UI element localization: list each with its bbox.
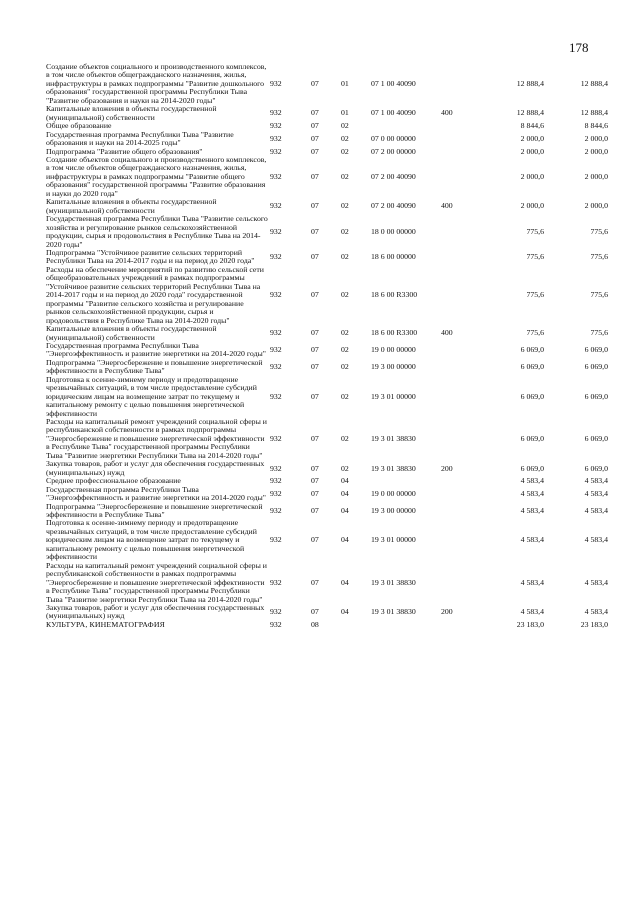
row-name: Капитальные вложения в объекты государственной (муниципальной) собственности: [46, 324, 217, 342]
row-sum-2: 4 583,4: [584, 607, 608, 617]
table-row: [46, 562, 608, 604]
row-name: Государственная программа Республики Тыва "Развитие образования и науки на 2014-2025 годы": [46, 129, 234, 148]
row-section-code: 07: [311, 607, 319, 617]
row-expense-type: 400: [441, 328, 453, 338]
row-admin-code: 932: [270, 488, 282, 498]
row-expense-type: [441, 156, 479, 198]
row-subsection-code: 04: [341, 505, 349, 515]
row-name: Среднее профессиональное образование: [46, 476, 181, 486]
row-subsection-code: 02: [341, 345, 349, 355]
row-subsection-code: 04: [341, 476, 349, 486]
row-expense-type: [441, 342, 479, 359]
row-subsection-code: 02: [341, 463, 349, 473]
row-sum-2: 4 583,4: [584, 476, 608, 486]
row-article-code: 19 3 01 00000: [371, 535, 416, 545]
row-section-code: 07: [311, 463, 319, 473]
row-section-code: 07: [311, 391, 319, 401]
table-row: [46, 63, 608, 105]
row-section-code: 07: [311, 252, 319, 262]
row-expense-type: [441, 519, 479, 561]
row-name: Капитальные вложения в объекты государственной (муниципальной) собственности: [46, 104, 217, 122]
row-subsection-code: 02: [341, 391, 349, 401]
row-subsection-code: 02: [341, 362, 349, 372]
row-expense-type: 400: [441, 201, 453, 211]
row-section-code: 08: [311, 619, 319, 629]
row-subsection-code: 04: [341, 488, 349, 498]
row-admin-code: 932: [270, 619, 282, 629]
table-row: [46, 418, 608, 460]
row-subsection-code: 02: [341, 290, 349, 300]
row-section-code: 07: [311, 78, 319, 88]
row-sum-2: 12 888,4: [580, 78, 608, 88]
row-admin-code: 932: [270, 433, 282, 443]
table-row: [46, 131, 608, 148]
row-subsection-code: 01: [341, 78, 349, 88]
table-row: [46, 460, 608, 477]
row-expense-type: [441, 621, 479, 629]
row-expense-type: [441, 477, 479, 485]
row-article-code: 07 2 00 00000: [371, 146, 416, 156]
row-sum-1: 23 183,0: [516, 619, 544, 629]
row-admin-code: 932: [270, 535, 282, 545]
row-admin-code: 932: [270, 290, 282, 300]
row-section-code: 07: [311, 146, 319, 156]
row-name: Расходы на обеспечение мероприятий по развитию сельской сети общеобразовательных учреждений в рамках подпрограммы "Устойчивое развитие сельских территорий Республики Тыва на 2014-2017 годы и на период до 2020 года" государственной программы "Развитие сельского хозяйства и регулирование рынков сельскохозяйственной продукции, сырья и продовольствия в Республике Тыва на 2014-2020 годы": [46, 264, 264, 325]
row-section-code: 07: [311, 488, 319, 498]
row-section-code: 07: [311, 171, 319, 181]
row-sum-1: 4 583,4: [520, 476, 544, 486]
row-admin-code: 932: [270, 362, 282, 372]
row-sum-2: 2 000,0: [584, 171, 608, 181]
row-sum-1: 6 069,0: [520, 345, 544, 355]
row-article-code: 19 3 01 38830: [371, 433, 416, 443]
row-admin-code: 932: [270, 345, 282, 355]
row-article-code: 07 2 00 40090: [371, 171, 416, 181]
row-sum-2: 2 000,0: [584, 201, 608, 211]
row-admin-code: 932: [270, 607, 282, 617]
row-name: Государственная программа Республики Тыва "Энергоэффективность и развитие энергетики на 2014-2020 годы": [46, 484, 266, 503]
table-row: [46, 604, 608, 621]
row-expense-type: [441, 266, 479, 325]
row-name: Государственная программа Республики Тыва "Развитие сельского хозяйства и регулирование рынков сельскохозяйственной продукции, сырья и продовольствия в Республике Тыва на 2014-2020 годы": [46, 214, 268, 249]
row-sum-2: 4 583,4: [584, 535, 608, 545]
row-expense-type: [441, 562, 479, 604]
row-section-code: 07: [311, 290, 319, 300]
table-row: [46, 215, 608, 249]
row-admin-code: 932: [270, 391, 282, 401]
row-expense-type: [441, 418, 479, 460]
row-article-code: 19 3 01 38830: [371, 577, 416, 587]
row-sum-2: 4 583,4: [584, 488, 608, 498]
row-sum-1: 775,6: [526, 252, 544, 262]
row-expense-type: [441, 63, 479, 105]
row-section-code: 07: [311, 226, 319, 236]
row-name: Создание объектов социального и производственного комплексов, в том числе объектов общегражданского назначения, жилья, инфраструктуры в рамках подпрограммы "Развитие дошкольного образования" государственной программы Республики Тыва "Развитие образования и науки на 2014-2020 годы": [46, 62, 267, 105]
row-admin-code: 932: [270, 146, 282, 156]
row-name: КУЛЬТУРА, КИНЕМАТОГРАФИЯ: [46, 619, 165, 629]
row-expense-type: [441, 249, 479, 266]
row-name: Подпрограмма "Устойчивое развитие сельских территорий Республики Тыва на 2014-2017 годы и на период до 2020 года": [46, 247, 255, 266]
row-article-code: 19 0 00 00000: [371, 488, 416, 498]
table-row: [46, 486, 608, 503]
row-sum-1: 2 000,0: [520, 146, 544, 156]
row-name: Подготовка к осенне-зимнему периоду и предотвращение чрезвычайных ситуаций, в том числе предоставление субсидий юридическим лицам на возмещение затрат по текущему и капитальному ремонту с целью повышения энергетической эффективности: [46, 518, 257, 562]
row-sum-2: 775,6: [590, 290, 608, 300]
row-section-code: 07: [311, 433, 319, 443]
row-subsection-code: 02: [341, 171, 349, 181]
table-row: [46, 105, 608, 122]
row-subsection-code: 01: [341, 108, 349, 118]
row-sum-1: 775,6: [526, 328, 544, 338]
row-sum-1: 4 583,4: [520, 535, 544, 545]
row-sum-1: 6 069,0: [520, 391, 544, 401]
row-sum-2: 4 583,4: [584, 505, 608, 515]
row-name: Подготовка к осенне-зимнему периоду и предотвращение чрезвычайных ситуаций, в том числе предоставление субсидий юридическим лицам на возмещение затрат по текущему и капитальному ремонту с целью повышения энергетической эффективности: [46, 374, 257, 418]
row-expense-type: [441, 122, 479, 130]
row-expense-type: [441, 131, 479, 148]
row-article-code: 18 6 00 R3300: [371, 290, 418, 300]
row-sum-2: 12 888,4: [580, 108, 608, 118]
row-expense-type: [441, 503, 479, 520]
row-sum-2: 6 069,0: [584, 362, 608, 372]
row-subsection-code: 02: [341, 433, 349, 443]
table-row: [46, 266, 608, 325]
row-sum-1: 12 888,4: [516, 78, 544, 88]
row-section-code: 07: [311, 201, 319, 211]
row-sum-1: 2 000,0: [520, 171, 544, 181]
row-sum-1: 4 583,4: [520, 577, 544, 587]
row-sum-1: 775,6: [526, 226, 544, 236]
table-row: [46, 342, 608, 359]
row-sum-2: 8 844,6: [584, 121, 608, 131]
row-section-code: 07: [311, 108, 319, 118]
row-sum-1: 4 583,4: [520, 607, 544, 617]
row-subsection-code: 02: [341, 146, 349, 156]
row-sum-1: 6 069,0: [520, 362, 544, 372]
row-sum-2: 23 183,0: [580, 619, 608, 629]
row-name: Закупка товаров, работ и услуг для обеспечения государственных (муниципальных) нужд: [46, 459, 265, 477]
row-article-code: 19 0 00 00000: [371, 345, 416, 355]
row-article-code: 19 3 01 00000: [371, 391, 416, 401]
row-subsection-code: 02: [341, 201, 349, 211]
row-article-code: 07 2 00 40090: [371, 201, 416, 211]
table-row: [46, 156, 608, 198]
row-sum-1: 775,6: [526, 290, 544, 300]
row-admin-code: 932: [270, 121, 282, 131]
row-subsection-code: 02: [341, 121, 349, 131]
row-name: Создание объектов социального и производственного комплексов, в том числе объектов общегражданского назначения, жилья, инфраструктуры в рамках подпрограммы "Развитие общего образования" государственной программы "Развитие образования и науки до 2020 года": [46, 154, 267, 198]
row-expense-type: [441, 148, 479, 156]
row-section-code: 07: [311, 133, 319, 143]
row-section-code: 07: [311, 328, 319, 338]
row-article-code: 07 0 00 00000: [371, 133, 416, 143]
row-article-code: 18 0 00 00000: [371, 226, 416, 236]
table-row: [46, 376, 608, 418]
row-sum-1: 4 583,4: [520, 488, 544, 498]
row-article-code: 19 3 01 38830: [371, 463, 416, 473]
table-row: [46, 519, 608, 561]
row-article-code: [371, 477, 441, 485]
row-article-code: 07 1 00 40090: [371, 108, 416, 118]
row-admin-code: 932: [270, 133, 282, 143]
row-sum-2: 775,6: [590, 226, 608, 236]
row-sum-2: 6 069,0: [584, 391, 608, 401]
table-row: [46, 621, 608, 629]
row-expense-type: [441, 359, 479, 376]
row-sum-1: 12 888,4: [516, 108, 544, 118]
page-number: 178: [569, 40, 589, 55]
row-sum-2: 6 069,0: [584, 433, 608, 443]
row-sum-1: 2 000,0: [520, 133, 544, 143]
row-expense-type: 200: [441, 607, 453, 617]
row-expense-type: 200: [441, 463, 453, 473]
row-name: Государственная программа Республики Тыва "Энергоэффективность и развитие энергетики на 2014-2020 годы": [46, 340, 266, 359]
row-section-code: 07: [311, 476, 319, 486]
row-name: Общее образование: [46, 121, 112, 131]
row-sum-2: 2 000,0: [584, 133, 608, 143]
row-name: Капитальные вложения в объекты государственной (муниципальной) собственности: [46, 197, 217, 215]
row-article-code: 18 6 00 R3300: [371, 328, 418, 338]
row-name: Расходы на капитальный ремонт учреждений социальной сферы и республиканской собственности в рамках подпрограммы "Энергосбережение и повышение энергетической эффективности в Республике Тыва" государственной программы Республики Тыва "Развитие энергетики Республики Тыва на 2014-2020 годы": [46, 560, 267, 604]
row-expense-type: [441, 215, 479, 249]
row-article-code: 18 6 00 00000: [371, 252, 416, 262]
table-row: [46, 503, 608, 520]
row-sum-2: 2 000,0: [584, 146, 608, 156]
budget-table-body: [46, 63, 608, 629]
row-expense-type: 400: [441, 108, 453, 118]
row-sum-2: 6 069,0: [584, 345, 608, 355]
row-article-code: [371, 122, 441, 130]
table-row: [46, 249, 608, 266]
row-article-code: 07 1 00 40090: [371, 78, 416, 88]
row-sum-2: 775,6: [590, 328, 608, 338]
row-article-code: 19 3 01 38830: [371, 607, 416, 617]
row-admin-code: 932: [270, 328, 282, 338]
row-admin-code: 932: [270, 577, 282, 587]
row-section-code: 07: [311, 535, 319, 545]
row-section-code: 07: [311, 577, 319, 587]
row-name: Расходы на капитальный ремонт учреждений социальной сферы и республиканской собственности в рамках подпрограммы "Энергосбережение и повышение энергетической эффективности в Республике Тыва" государственной программы Республики Тыва "Развитие энергетики Республики Тыва на 2014-2020 годы": [46, 417, 267, 460]
row-subsection-code: 02: [341, 252, 349, 262]
row-article-code: 19 3 00 00000: [371, 362, 416, 372]
table-row: [46, 325, 608, 342]
row-name: Подпрограмма "Развитие общего образования": [46, 146, 203, 156]
row-admin-code: 932: [270, 476, 282, 486]
table-row: [46, 359, 608, 376]
row-sum-2: 4 583,4: [584, 577, 608, 587]
row-subsection-code: 04: [341, 577, 349, 587]
row-admin-code: 932: [270, 201, 282, 211]
row-expense-type: [441, 376, 479, 418]
row-subsection-code: 02: [341, 226, 349, 236]
row-name: Подпрограмма "Энергосбережение и повышение энергетической эффективности в Республике Тыва": [46, 357, 263, 376]
row-subsection-code: 04: [341, 607, 349, 617]
row-sum-1: 6 069,0: [520, 433, 544, 443]
row-article-code: [371, 621, 441, 629]
row-admin-code: 932: [270, 78, 282, 88]
row-sum-2: 775,6: [590, 252, 608, 262]
table-row: [46, 198, 608, 215]
row-sum-1: 2 000,0: [520, 201, 544, 211]
row-subsection-code: [341, 621, 371, 629]
row-admin-code: 932: [270, 226, 282, 236]
row-subsection-code: 02: [341, 328, 349, 338]
budget-table: [46, 63, 608, 629]
row-name: Подпрограмма "Энергосбережение и повышение энергетической эффективности в Республике Тыва": [46, 501, 263, 520]
row-sum-1: 6 069,0: [520, 463, 544, 473]
row-sum-2: 6 069,0: [584, 463, 608, 473]
row-section-code: 07: [311, 362, 319, 372]
row-name: Закупка товаров, работ и услуг для обеспечения государственных (муниципальных) нужд: [46, 603, 265, 621]
row-admin-code: 932: [270, 463, 282, 473]
row-sum-1: 4 583,4: [520, 505, 544, 515]
row-section-code: 07: [311, 345, 319, 355]
row-article-code: 19 3 00 00000: [371, 505, 416, 515]
row-subsection-code: 04: [341, 535, 349, 545]
row-admin-code: 932: [270, 505, 282, 515]
row-section-code: 07: [311, 121, 319, 131]
row-sum-1: 8 844,6: [520, 121, 544, 131]
row-admin-code: 932: [270, 108, 282, 118]
row-subsection-code: 02: [341, 133, 349, 143]
row-admin-code: 932: [270, 252, 282, 262]
row-admin-code: 932: [270, 171, 282, 181]
row-expense-type: [441, 486, 479, 503]
row-section-code: 07: [311, 505, 319, 515]
